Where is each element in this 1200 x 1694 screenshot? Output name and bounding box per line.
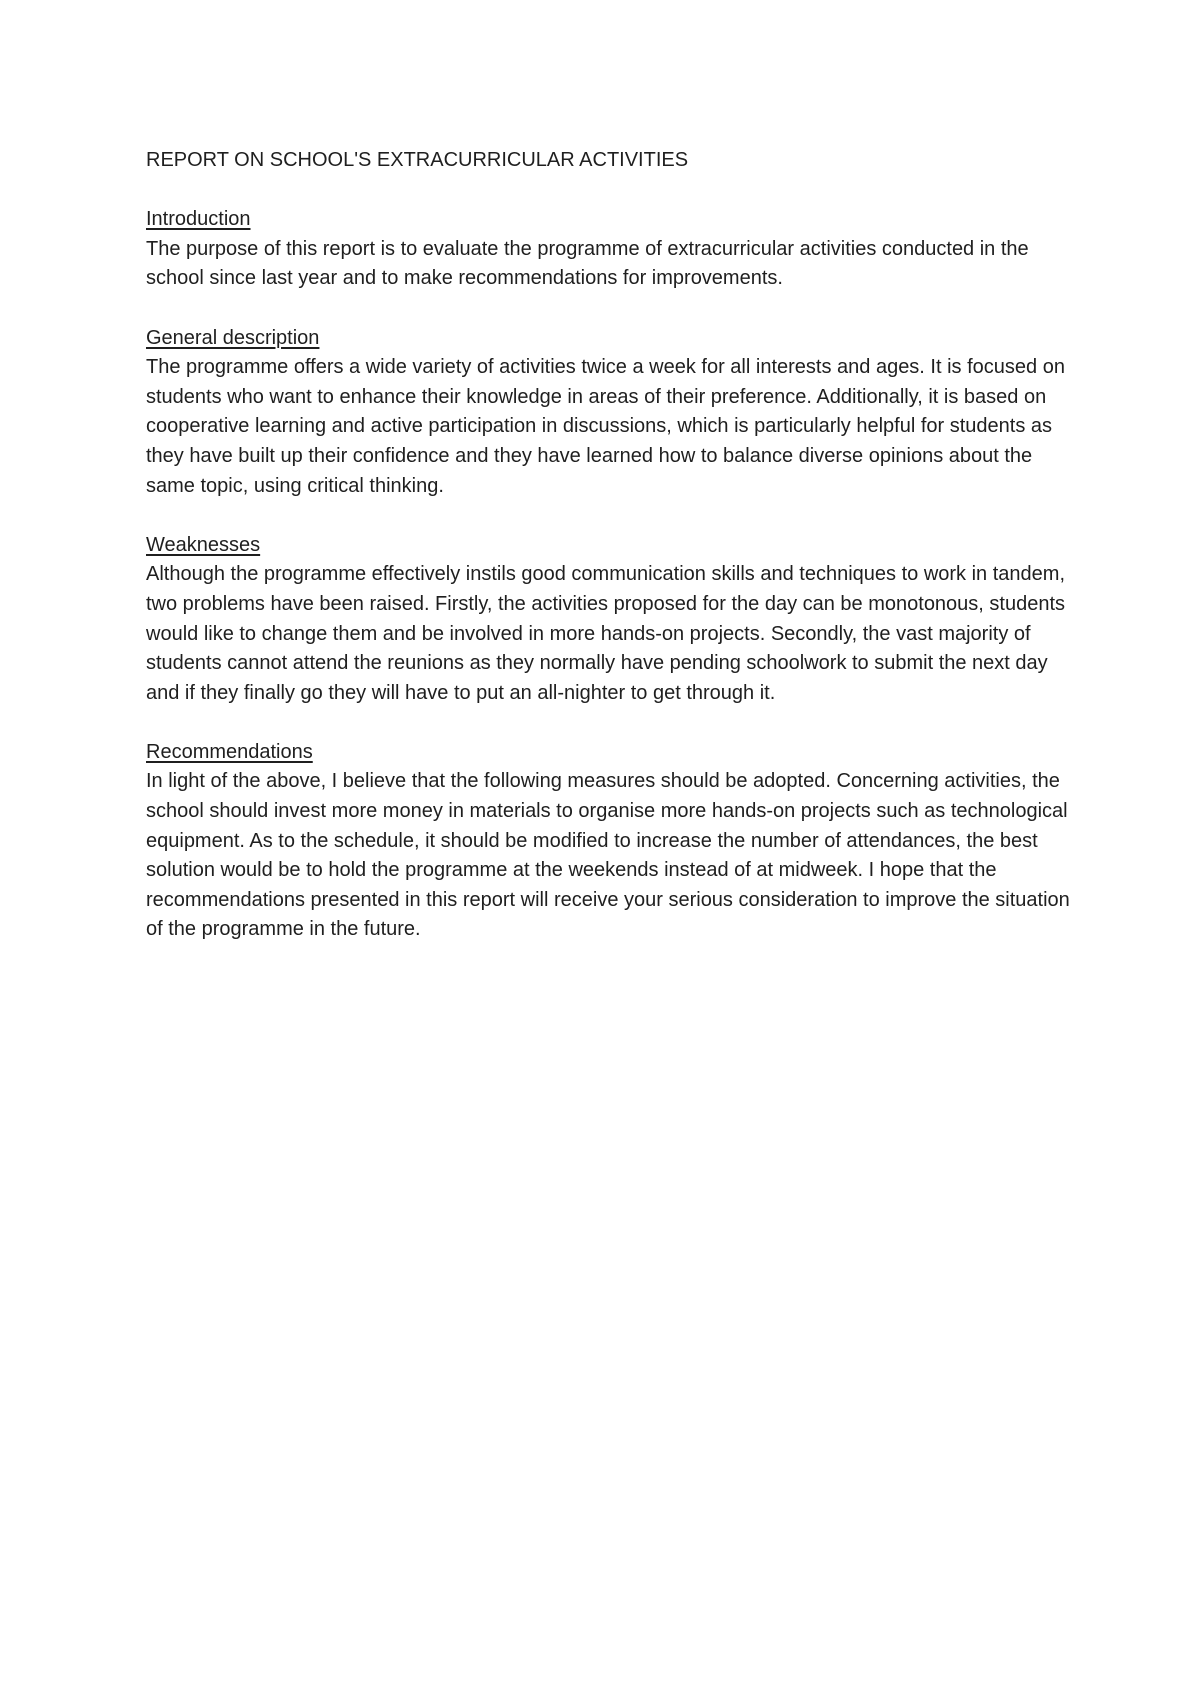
- section-body-general-description: The programme offers a wide variety of activities twice a week for all interests and ages. It is focused on students who want to enhance their knowledge in areas of their preference. Additionally, it is based on cooperative learning and active participation in discussions, which is particularly helpful for students as they have built up their confidence and they have learned how to balance diverse opinions about the same topic, using critical thinking.: [146, 356, 1065, 497]
- section-heading-introduction: Introduction: [146, 208, 251, 231]
- section-body-weaknesses: Although the programme effectively instils good communication skills and techniques to work in tandem, two problems have been raised. Firstly, the activities proposed for the day can be monotonous, students would like to change them and be involved in more hands-on projects. Secondly, the vast majority of students cannot attend the reunions as they normally have pending schoolwork to submit the next day and if they finally go they will have to put an all-nighter to get through it.: [146, 563, 1066, 704]
- section-heading-general-description: General description: [146, 326, 320, 349]
- section-body-introduction: The purpose of this report is to evaluate the programme of extracurricular activities conducted in the school since last year and to make recommendations for improvements.: [146, 237, 1029, 290]
- section-heading-weaknesses: Weaknesses: [146, 533, 261, 556]
- title-spacer: [146, 176, 1076, 206]
- section-spacer: [146, 708, 1076, 738]
- section-spacer: [146, 294, 1076, 324]
- section-heading-recommendations: Recommendations: [146, 740, 313, 763]
- document-title: REPORT ON SCHOOL'S EXTRACURRICULAR ACTIVITIES: [146, 149, 689, 171]
- document-content: [146, 146, 1076, 945]
- section-body-recommendations: In light of the above, I believe that the following measures should be adopted. Concerning activities, the school should invest more money in materials to organise more hands-on projects such as technological equipment. As to the schedule, it should be modified to increase the number of attendances, the best solution would be to hold the programme at the weekends instead of at midweek. I hope that the recommendations presented in this report will receive your serious consideration to improve the situation of the programme in the future.: [146, 770, 1070, 941]
- section-spacer: [146, 501, 1076, 531]
